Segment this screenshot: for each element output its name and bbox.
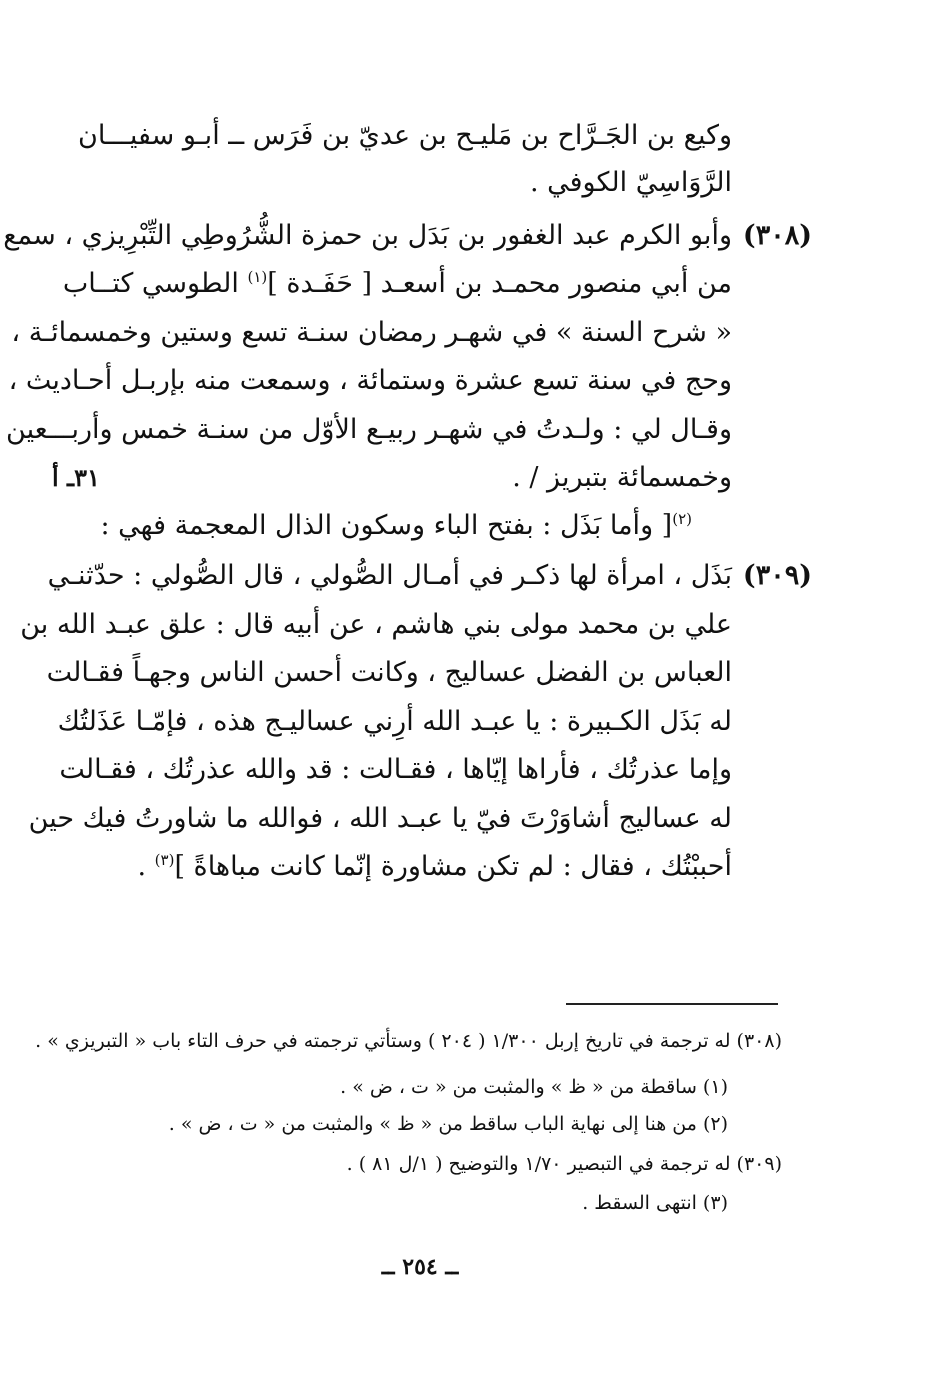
footnote-separator [566,1003,778,1005]
section-note [100,506,692,546]
entry-308-line-3: « شرح السنة » في شهـر رمضان سنـة تسع وستين وخمسمائـة ، [11,317,732,348]
footnote-ref-3: (٣) [154,851,175,869]
entry-308-line-5: وقـال لي : ولـدتُ في شهـر ربيـع الأوّل من سنـة خمس وأربـــعين [6,414,732,445]
footnote-1: (١) ساقطة من « ظ » والمثبت من « ت ، ض » . [340,1076,728,1098]
entry-309-line-7-text: أحببْتُك ، فقال : لم تكن مشاورة إنّما كانت مباهاةً ] [174,851,732,882]
footnote-3: (٣) انتهى السقط . [582,1192,728,1214]
footnote-ref-2: (٢) [672,510,692,528]
entry-309-line-6: له عساليج أشاوَرْتَ فيّ يا عبـد الله ، فوالله ما شاورتُ فيك حين [28,803,732,834]
body-line-1: وكيع بن الجَـرَّاح بن مَليـح بن عديّ بن فَرَس ــ أبـو سفيـــان [78,120,732,151]
entry-308-line-4: وحج في سنة تسع عشرة وستمائة ، وسمعت منه بإربـل أحـاديث ، [8,365,732,396]
entry-309-line-7-tail: . [137,851,155,882]
entry-308-line-6: وخمسمائة بتبريز / . [512,462,732,493]
entry-309-line-3: العباس بن الفضل عساليج ، وكانت أحسن الناس وجهـاً فقـالت [46,657,732,688]
footnote-309: (٣٠٩) له ترجمة في التبصير ١/٧٠ والتوضيح ( ١/ل ٨١ ) . [346,1153,782,1175]
footnote-ref-1: (١) [247,268,268,286]
entry-308-line-1: وأبو الكرم عبد الغفور بن بَدَل بن حمزة الشُّرُوطِي التِّبْرِيزي ، سمع [3,220,732,251]
body-line-2: الرَّوَاسِيّ الكوفي . [529,167,732,198]
entry-309-line-2: علي بن محمد مولى بني هاشم ، عن أبيه قال : علق عبـد الله بن [20,609,732,640]
entry-number-308: (٣٠٨) [742,220,812,251]
footnote-2: (٢) من هنا إلى نهاية الباب ساقط من « ظ » والمثبت من « ت ، ض » . [168,1113,728,1135]
entry-309-line-5: وإما عذرتُك ، فأراها إيّاها ، فقـالت : قد والله عذرتُك ، فقـالت [59,754,732,785]
entry-308-line-2-tail: الطوسي كتــاب [62,268,248,299]
entry-308-line-2-text: من أبي منصور محمـد بن أسعـد [ حَفَـدة ] [267,268,732,299]
entry-309-line-4: له بَذَل الكـبيرة : يا عبـد الله أرِني عساليـج هذه ، فإمّـا عَذَلتُك [57,706,732,737]
page-number: ــ ٢٥٤ ــ [381,1254,459,1280]
entry-309-line-7 [120,847,732,887]
section-note-text: [ وأما بَذَل : بفتح الباء وسكون الذال المعجمة فهي : [100,510,673,541]
entry-number-309: (٣٠٩) [742,560,812,591]
entry-309-line-1: بَذَل ، امرأة لها ذكـر في أمـال الصُّولي ، قال الصُّولي : حدّثنـي [47,560,732,591]
manuscript-folio-mark: ٣١ـ أ [52,463,100,492]
footnote-308: (٣٠٨) له ترجمة في تاريخ إربل ١/٣٠٠ ( ٢٠٤ ) وستأتي ترجمته في حرف التاء باب « التبريزي » . [35,1030,782,1052]
entry-308-line-2 [62,264,732,304]
